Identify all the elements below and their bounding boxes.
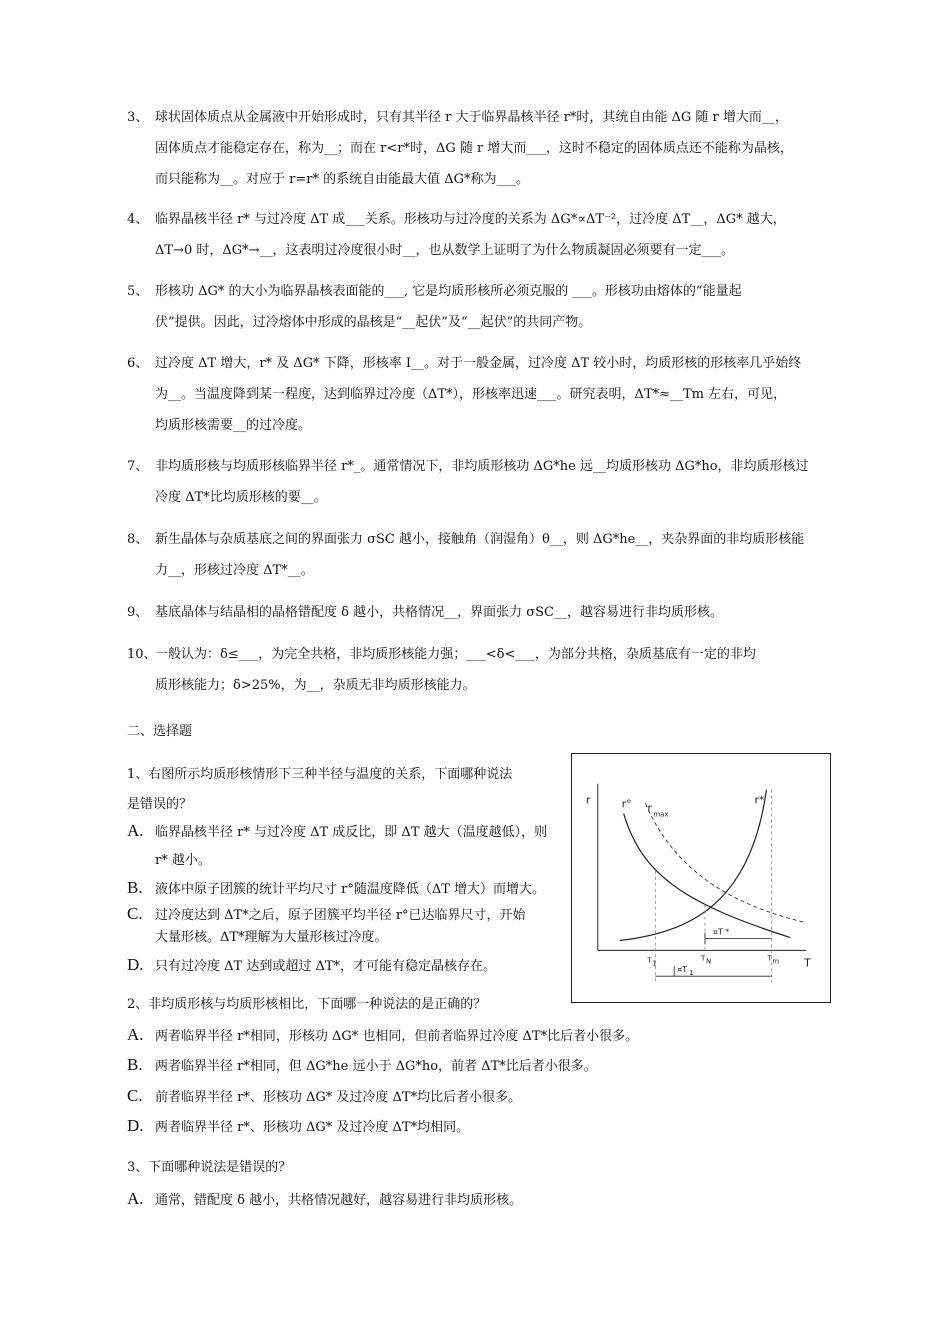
mc2-option-b[interactable] <box>127 1054 597 1078</box>
mc3-option-a[interactable] <box>127 1188 522 1212</box>
label-rmax: r <box>647 801 652 815</box>
question-number: 7、 <box>127 459 149 474</box>
option-letter: A. <box>127 1189 144 1208</box>
question-line: 球状固体质点从金属液中开始形成时，只有其半径 r 大于临界晶核半径 r*时，其统自由能 ΔG 随 r 增大而__， <box>155 110 788 125</box>
mc2-stem: 2、非均质形核与均质形核相比，下面哪一种说法的是正确的？ <box>127 997 487 1012</box>
tick-Tm-sub: m <box>772 957 780 966</box>
mc1-option-b[interactable] <box>127 877 545 901</box>
option-letter: D. <box>127 955 144 974</box>
label-rmax-sub: max <box>653 810 669 819</box>
option-text: 两者临界半径 r*相同，形核功 ΔG* 也相同，但前者临界过冷度 ΔT*比后者小很多。 <box>155 1029 639 1044</box>
question-line: 均质形核需要__的过冷度。 <box>155 418 312 433</box>
question-number: 10、 <box>127 647 157 662</box>
option-text: 大量形核。ΔT*理解为大量形核过冷度。 <box>155 930 388 945</box>
option-text: 临界晶核半径 r* 与过冷度 ΔT 成反比，即 ΔT 越大（温度越低），则 <box>155 825 548 840</box>
question-line: ΔT→0 时，ΔG*→__，这表明过冷度很小时__，也从数学上证明了为什么物质凝固必须要有一定___。 <box>155 243 735 258</box>
question-line: 过冷度 ΔT 增大，r* 及 ΔG* 下降，形核率 I__。对于一般金属，过冷度 ΔT 较小时，均质形核的形核率几乎始终 <box>155 356 802 371</box>
question-number: 9、 <box>127 605 149 620</box>
option-letter: C. <box>127 904 143 923</box>
label-r0: r° <box>621 797 632 811</box>
question-3 <box>127 102 827 195</box>
option-text: 两者临界半径 r*相同，但 ΔG*he 远小于 ΔG*ho，前者 ΔT*比后者小很多。 <box>155 1059 597 1074</box>
question-4 <box>127 204 827 266</box>
question-line: 新生晶体与杂质基底之间的界面张力 σSC 越小，接触角（润湿角）θ__，则 ΔG*he__，夹杂界面的非均质形核能 <box>155 532 805 547</box>
label-dT1: ¤T <box>677 965 688 975</box>
option-text: 过冷度达到 ΔT*之后，原子团簇平均半径 r°已达临界尺寸，开始 <box>155 908 526 923</box>
option-letter: B. <box>127 1055 143 1074</box>
question-10 <box>127 639 827 701</box>
mc2-option-c[interactable] <box>127 1085 521 1109</box>
question-9 <box>127 597 827 628</box>
tick-TN-sub: N <box>705 957 712 966</box>
option-letter: A. <box>127 821 144 840</box>
question-line: 而只能称为__。对应于 r=r* 的系统自由能最大值 ΔG*称为___。 <box>155 172 529 187</box>
question-number: 4、 <box>127 212 149 227</box>
curve-rmax <box>645 801 806 923</box>
question-line: 质形核能力；δ>25%，为__，杂质无非均质形核能力。 <box>155 678 476 693</box>
question-line: 冷度 ΔT*比均质形核的要__。 <box>155 490 327 505</box>
radius-temperature-figure <box>571 753 831 1003</box>
mc1-stem-line: 1、右图所示均质形核情形下三种半径与温度的关系，下面哪种说法 <box>127 767 513 782</box>
section-title: 二、选择题 <box>127 724 193 739</box>
curve-rstar <box>620 790 767 941</box>
mc2-option-d[interactable] <box>127 1115 469 1139</box>
question-line: 伏”提供。因此，过冷熔体中形成的晶核是“__起伏”及“__起伏”的共同产物。 <box>155 315 592 330</box>
mc1-option-c[interactable] <box>127 903 526 949</box>
tick-Tm: T <box>767 954 772 963</box>
question-6 <box>127 348 827 441</box>
question-line: 为__。当温度降到某一程度，达到临界过冷度（ΔT*），形核率迅速___。研究表明，ΔT*≈__Tm 左右，可见， <box>155 387 787 402</box>
question-line: 力__，形核过冷度 ΔT*__。 <box>155 563 314 578</box>
mc3-stem: 3、下面哪种说法是错误的？ <box>127 1160 292 1175</box>
question-8 <box>127 524 827 586</box>
question-7 <box>127 451 827 513</box>
question-line: 形核功 ΔG* 的大小为临界晶核表面能的___, 它是均质形核所必须克服的 ___。形核功由熔体的“能量起 <box>155 284 742 299</box>
question-5 <box>127 276 827 338</box>
option-text: 只有过冷度 ΔT 达到或超过 ΔT*，才可能有稳定晶核存在。 <box>155 959 497 974</box>
option-letter: B. <box>127 878 143 897</box>
tick-T1: T <box>647 956 652 965</box>
figure-svg <box>572 754 830 1002</box>
question-line: 固体质点才能稳定存在，称为__；而在 r<r*时，ΔG 随 r 增大而___，这时不稳定的固体质点还不能称为晶核， <box>155 141 793 156</box>
option-letter: A. <box>127 1025 144 1044</box>
question-number: 8、 <box>127 532 149 547</box>
tick-TN: T <box>701 954 706 963</box>
mc1-option-a[interactable] <box>127 820 557 872</box>
label-dTstar: ¤T * <box>712 927 730 937</box>
option-text: 两者临界半径 r*、形核功 ΔG* 及过冷度 ΔT*均相同。 <box>155 1120 470 1135</box>
option-text: 液体中原子团簇的统计平均尺寸 r°随温度降低（ΔT 增大）而增大。 <box>155 882 546 897</box>
question-number: 5、 <box>127 284 149 299</box>
question-number: 3、 <box>127 110 149 125</box>
mc1-stem-line: 是错误的？ <box>127 797 193 812</box>
y-axis-label: r <box>585 793 591 807</box>
option-text: 通常，错配度 δ 越小，共格情况越好，越容易进行非均质形核。 <box>155 1193 523 1208</box>
question-line: 非均质形核与均质形核临界半径 r*_。通常情况下，非均质形核功 ΔG*he 远__均质形核功 ΔG*ho，非均质形核过 <box>155 459 809 474</box>
label-dT1-sub: 1 <box>689 969 694 978</box>
option-text: r* 越小。 <box>155 853 211 868</box>
mc2-option-a[interactable] <box>127 1024 638 1048</box>
option-text: 前者临界半径 r*、形核功 ΔG* 及过冷度 ΔT*均比后者小很多。 <box>155 1090 522 1105</box>
curve-r0 <box>624 814 791 938</box>
question-number: 6、 <box>127 356 149 371</box>
option-letter: D. <box>127 1116 144 1135</box>
question-line: 一般认为：δ≤___，为完全共格，非均质形核能力强；___<δ<___，为部分共格，杂质基底有一定的非均 <box>155 647 756 662</box>
mc1-stem <box>127 760 512 820</box>
x-axis-label: T <box>804 956 811 970</box>
option-letter: C. <box>127 1086 143 1105</box>
question-line: 基底晶体与结晶相的晶格错配度 δ 越小，共格情况__，界面张力 σSC__，越容易进行非均质形核。 <box>155 605 723 620</box>
question-line: 临界晶核半径 r* 与过冷度 ΔT 成___关系。形核功与过冷度的关系为 ΔG*∝ΔT⁻²，过冷度 ΔT__，ΔG* 越大， <box>155 212 786 227</box>
label-rstar: r* <box>754 793 765 807</box>
mc1-option-d[interactable] <box>127 954 496 978</box>
tick-T1-sub: 1 <box>652 959 657 968</box>
